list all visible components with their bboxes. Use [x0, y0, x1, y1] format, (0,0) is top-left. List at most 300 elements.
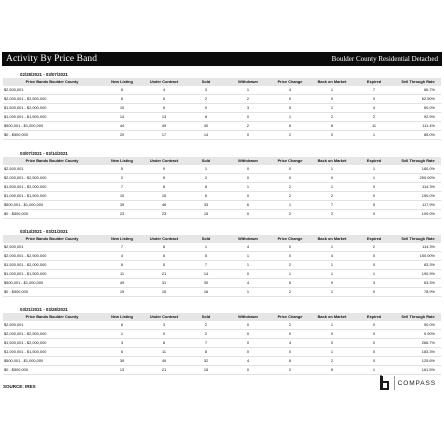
table-header-row: [3, 235, 441, 243]
price-band-cell: $1,500,001 - $2,000,000: [3, 261, 101, 270]
count-cell: 0: [353, 288, 395, 297]
sell-through-cell: 66.7%: [395, 86, 441, 95]
count-cell: 0: [227, 339, 269, 348]
count-cell: 7: [101, 183, 143, 192]
compass-logo: COMPASS: [397, 379, 436, 387]
count-cell: 6: [185, 192, 227, 201]
report-subtitle: Boulder County Residential Detached: [331, 55, 438, 63]
column-header: Back on Market: [317, 314, 347, 320]
count-cell: 2: [311, 113, 353, 122]
count-cell: 46: [143, 201, 185, 210]
table-header-row: [3, 78, 441, 86]
column-header: Sell Through Rate: [401, 236, 435, 242]
count-cell: 0: [353, 330, 395, 339]
count-cell: 9: [143, 165, 185, 174]
count-cell: 1: [311, 348, 353, 357]
count-cell: 19: [101, 288, 143, 297]
date-range-label: 02/28/2021 - 03/07/2021: [20, 72, 68, 77]
count-cell: 4: [227, 357, 269, 366]
table-header-row: [3, 313, 441, 321]
count-cell: 0: [185, 104, 227, 113]
count-cell: 8: [101, 95, 143, 104]
count-cell: 0: [311, 95, 353, 104]
count-cell: 1: [311, 86, 353, 95]
count-cell: 5: [101, 165, 143, 174]
count-cell: 1: [311, 165, 353, 174]
count-cell: 8: [143, 183, 185, 192]
count-cell: 5: [269, 122, 311, 131]
count-cell: 2: [353, 243, 395, 252]
count-cell: 0: [227, 113, 269, 122]
sell-through-cell: 114.3%: [395, 183, 441, 192]
price-band-cell: $2,500,001: [3, 243, 101, 252]
sell-through-cell: 183.3%: [395, 348, 441, 357]
count-cell: 11: [143, 348, 185, 357]
column-header: Under Contract: [149, 314, 179, 320]
table-row: [3, 348, 441, 357]
source-note: SOURCE: IRES: [3, 384, 36, 389]
price-band-cell: $1,500,001 - $2,000,000: [3, 339, 101, 348]
price-band-section: [3, 72, 441, 140]
table-row: [3, 339, 441, 348]
price-band-cell: $2,500,001: [3, 321, 101, 330]
count-cell: 4: [269, 86, 311, 95]
count-cell: 8: [143, 243, 185, 252]
column-header: New Listing: [111, 314, 133, 320]
table-row: [3, 104, 441, 113]
count-cell: 6: [143, 104, 185, 113]
report-banner: [2, 52, 442, 66]
count-cell: 1: [353, 270, 395, 279]
count-cell: 49: [101, 279, 143, 288]
column-header: Under Contract: [149, 79, 179, 85]
count-cell: 0: [311, 339, 353, 348]
price-band-table: [3, 157, 441, 219]
price-band-cell: $0 - $500,000: [3, 210, 101, 219]
count-cell: 0: [227, 192, 269, 201]
footer-logos: [379, 375, 436, 391]
count-cell: 17: [143, 131, 185, 140]
count-cell: 2: [311, 192, 353, 201]
count-cell: 7: [185, 339, 227, 348]
table-row: [3, 183, 441, 192]
table-row: [3, 357, 441, 366]
count-cell: 4: [353, 104, 395, 113]
table-row: [3, 165, 441, 174]
count-cell: 21: [143, 270, 185, 279]
count-cell: 1: [311, 104, 353, 113]
count-cell: 1: [311, 183, 353, 192]
column-header: Under Contract: [149, 158, 179, 164]
column-header: Withdrawn: [238, 79, 258, 85]
count-cell: 2: [269, 288, 311, 297]
column-header: Sell Through Rate: [401, 79, 435, 85]
price-band-section: [3, 151, 441, 219]
table-row: [3, 201, 441, 210]
count-cell: 3: [101, 339, 143, 348]
sell-through-cell: 85.0%: [395, 131, 441, 140]
count-cell: 1: [185, 243, 227, 252]
sell-through-cell: 78.9%: [395, 288, 441, 297]
count-cell: 1: [311, 288, 353, 297]
count-cell: 1: [185, 165, 227, 174]
column-header: Price Bands Boulder County: [25, 158, 79, 164]
count-cell: 1: [227, 86, 269, 95]
count-cell: 6: [311, 122, 353, 131]
sell-through-cell: 180.0%: [395, 165, 441, 174]
count-cell: 0: [227, 174, 269, 183]
table-row: [3, 261, 441, 270]
count-cell: 33: [185, 201, 227, 210]
count-cell: 1: [227, 252, 269, 261]
column-header: Expired: [366, 79, 382, 85]
price-band-cell: $500,001 - $1,000,000: [3, 122, 101, 131]
column-header: Under Contract: [149, 236, 179, 242]
column-header: Price Bands Boulder County: [25, 236, 79, 242]
column-header: Back on Market: [317, 79, 347, 85]
date-range-label: 03/21/2021 - 03/28/2021: [20, 307, 68, 312]
count-cell: 3: [353, 279, 395, 288]
count-cell: 2: [269, 366, 311, 375]
count-cell: 2: [353, 113, 395, 122]
price-band-cell: $0 - $500,000: [3, 131, 101, 140]
count-cell: 4: [101, 252, 143, 261]
count-cell: 2: [311, 357, 353, 366]
sell-through-cell: 117.9%: [395, 201, 441, 210]
count-cell: 1: [311, 270, 353, 279]
price-band-cell: $1,500,001 - $2,000,000: [3, 183, 101, 192]
count-cell: 0: [227, 330, 269, 339]
price-band-section: [3, 307, 441, 375]
column-header: New Listing: [111, 158, 133, 164]
count-cell: 0: [353, 210, 395, 219]
column-header: Sold: [201, 158, 211, 164]
count-cell: 1: [353, 366, 395, 375]
sell-through-cell: 114.3%: [395, 243, 441, 252]
count-cell: 1: [227, 183, 269, 192]
count-cell: 1: [227, 261, 269, 270]
price-band-cell: $2,000,001 - $2,500,000: [3, 174, 101, 183]
count-cell: 6: [269, 357, 311, 366]
count-cell: 39: [101, 357, 143, 366]
sell-through-cell: 83.3%: [395, 261, 441, 270]
price-band-table: [3, 313, 441, 375]
count-cell: 23: [101, 210, 143, 219]
count-cell: 0: [269, 174, 311, 183]
count-cell: 2: [101, 174, 143, 183]
count-cell: 5: [353, 201, 395, 210]
count-cell: 30: [185, 279, 227, 288]
count-cell: 31: [143, 279, 185, 288]
count-cell: 4: [227, 279, 269, 288]
count-cell: 6: [101, 321, 143, 330]
count-cell: 2: [269, 321, 311, 330]
count-cell: 6: [227, 201, 269, 210]
count-cell: 5: [311, 366, 353, 375]
column-header: Back on Market: [317, 236, 347, 242]
count-cell: 15: [143, 288, 185, 297]
price-band-cell: $1,500,001 - $2,000,000: [3, 104, 101, 113]
count-cell: 1: [353, 165, 395, 174]
count-cell: 44: [101, 122, 143, 131]
table-row: [3, 113, 441, 122]
count-cell: 13: [101, 366, 143, 375]
count-cell: 23: [143, 210, 185, 219]
count-cell: 0: [227, 165, 269, 174]
count-cell: 1: [353, 174, 395, 183]
count-cell: 0: [227, 321, 269, 330]
sell-through-cell: 63.3%: [395, 279, 441, 288]
count-cell: 0: [269, 330, 311, 339]
count-cell: 3: [227, 104, 269, 113]
column-header: New Listing: [111, 79, 133, 85]
column-header: Sold: [201, 236, 211, 242]
table-row: [3, 321, 441, 330]
column-header: Expired: [366, 158, 382, 164]
count-cell: 7: [353, 86, 395, 95]
count-cell: 14: [185, 270, 227, 279]
column-header: Sell Through Rate: [401, 158, 435, 164]
count-cell: 0: [227, 348, 269, 357]
count-cell: 5: [269, 104, 311, 113]
count-cell: 7: [101, 243, 143, 252]
count-cell: 16: [185, 288, 227, 297]
count-cell: 0: [311, 131, 353, 140]
table-row: [3, 243, 441, 252]
count-cell: 2: [227, 95, 269, 104]
count-cell: 0: [269, 243, 311, 252]
count-cell: 49: [143, 122, 185, 131]
count-cell: 3: [143, 321, 185, 330]
column-header: Price Change: [277, 236, 303, 242]
sell-through-cell: 111.4%: [395, 122, 441, 131]
price-band-cell: $2,000,001 - $2,500,000: [3, 330, 101, 339]
count-cell: 4: [143, 86, 185, 95]
count-cell: 4: [227, 243, 269, 252]
price-band-cell: $500,001 - $1,000,000: [3, 357, 101, 366]
count-cell: 0: [269, 252, 311, 261]
column-header: Sell Through Rate: [401, 314, 435, 320]
sell-through-cell: 150.00%: [395, 252, 441, 261]
count-cell: 0: [269, 95, 311, 104]
column-header: Withdrawn: [238, 236, 258, 242]
count-cell: 1: [311, 243, 353, 252]
count-cell: 0: [269, 348, 311, 357]
sell-through-cell: 50.0%: [395, 321, 441, 330]
price-band-cell: $1,000,001 - $1,500,000: [3, 348, 101, 357]
count-cell: 30: [185, 122, 227, 131]
table-row: [3, 252, 441, 261]
table-row: [3, 95, 441, 104]
count-cell: 1: [269, 270, 311, 279]
table-row: [3, 131, 441, 140]
table-row: [3, 174, 441, 183]
count-cell: 5: [143, 261, 185, 270]
count-cell: 1: [269, 201, 311, 210]
table-row: [3, 270, 441, 279]
count-cell: 0: [353, 261, 395, 270]
column-header: Expired: [366, 314, 382, 320]
count-cell: 1: [311, 321, 353, 330]
count-cell: 2: [185, 174, 227, 183]
count-cell: 6: [143, 252, 185, 261]
count-cell: 15: [185, 366, 227, 375]
column-header: Expired: [366, 236, 382, 242]
count-cell: 4: [269, 339, 311, 348]
count-cell: 1: [353, 131, 395, 140]
price-band-cell: $500,001 - $1,000,000: [3, 279, 101, 288]
count-cell: 2: [269, 183, 311, 192]
count-cell: 0: [353, 183, 395, 192]
count-cell: 2: [311, 210, 353, 219]
count-cell: 2: [269, 210, 311, 219]
count-cell: 21: [143, 366, 185, 375]
column-header: Price Change: [277, 158, 303, 164]
column-header: Sold: [201, 79, 211, 85]
count-cell: 20: [101, 131, 143, 140]
count-cell: 0: [227, 366, 269, 375]
count-cell: 15: [185, 210, 227, 219]
count-cell: 10: [101, 192, 143, 201]
count-cell: 6: [101, 86, 143, 95]
count-cell: 0: [353, 192, 395, 201]
sell-through-cell: 150.0%: [395, 192, 441, 201]
logo-divider: [394, 376, 395, 390]
table-row: [3, 210, 441, 219]
count-cell: 39: [101, 201, 143, 210]
count-cell: 32: [185, 357, 227, 366]
count-cell: 0: [227, 210, 269, 219]
count-cell: 49: [143, 357, 185, 366]
column-header: Price Change: [277, 314, 303, 320]
count-cell: 11: [353, 122, 395, 131]
count-cell: 2: [185, 330, 227, 339]
table-row: [3, 86, 441, 95]
count-cell: 7: [185, 261, 227, 270]
count-cell: 2: [269, 131, 311, 140]
count-cell: 0: [353, 357, 395, 366]
column-header: New Listing: [111, 236, 133, 242]
count-cell: 0: [269, 165, 311, 174]
agent-monogram-icon: [379, 375, 391, 391]
price-band-cell: $2,000,001 - $2,500,000: [3, 252, 101, 261]
column-header: Price Bands Boulder County: [25, 79, 79, 85]
table-row: [3, 330, 441, 339]
price-band-section: [3, 229, 441, 297]
report-title: Activity By Price Band: [6, 54, 98, 64]
count-cell: 7: [311, 201, 353, 210]
column-header: Back on Market: [317, 158, 347, 164]
count-cell: 2: [185, 321, 227, 330]
price-band-cell: $2,500,001: [3, 86, 101, 95]
column-header: Price Bands Boulder County: [25, 314, 79, 320]
price-band-cell: $1,000,001 - $1,500,000: [3, 113, 101, 122]
count-cell: 5: [185, 252, 227, 261]
column-header: Sold: [201, 314, 211, 320]
price-band-cell: $2,500,001: [3, 165, 101, 174]
count-cell: 9: [311, 279, 353, 288]
table-row: [3, 192, 441, 201]
price-band-cell: $1,000,001 - $1,500,000: [3, 270, 101, 279]
count-cell: 14: [185, 131, 227, 140]
table-row: [3, 122, 441, 131]
count-cell: 0: [311, 330, 353, 339]
price-band-cell: $500,001 - $1,000,000: [3, 201, 101, 210]
count-cell: 6: [101, 348, 143, 357]
column-header: Withdrawn: [238, 158, 258, 164]
count-cell: 1: [311, 261, 353, 270]
count-cell: 2: [269, 261, 311, 270]
count-cell: 0: [353, 348, 395, 357]
count-cell: 6: [101, 261, 143, 270]
count-cell: 5: [143, 174, 185, 183]
count-cell: 5: [143, 95, 185, 104]
count-cell: 0: [311, 174, 353, 183]
count-cell: 8: [143, 339, 185, 348]
price-band-cell: $0 - $500,000: [3, 366, 101, 375]
sell-through-cell: 250.00%: [395, 174, 441, 183]
count-cell: 1: [227, 288, 269, 297]
count-cell: 10: [101, 104, 143, 113]
price-band-cell: $2,000,001 - $2,500,000: [3, 95, 101, 104]
count-cell: 11: [101, 270, 143, 279]
count-cell: 0: [227, 131, 269, 140]
table-row: [3, 288, 441, 297]
sell-through-cell: 0.00%: [395, 330, 441, 339]
price-band-table: [3, 235, 441, 297]
date-range-label: 03/14/2021 - 03/21/2021: [20, 229, 68, 234]
sell-through-cell: 190.9%: [395, 270, 441, 279]
column-header: Price Change: [277, 79, 303, 85]
count-cell: 0: [227, 270, 269, 279]
count-cell: 2: [269, 192, 311, 201]
sell-through-cell: 125.6%: [395, 357, 441, 366]
count-cell: 8: [185, 113, 227, 122]
sell-through-cell: 60.0%: [395, 104, 441, 113]
count-cell: 8: [185, 183, 227, 192]
price-band-cell: $1,000,001 - $1,500,000: [3, 192, 101, 201]
date-range-label: 03/07/2021 - 03/14/2021: [20, 151, 68, 156]
count-cell: 0: [353, 321, 395, 330]
count-cell: 13: [143, 113, 185, 122]
sell-through-cell: 266.7%: [395, 339, 441, 348]
count-cell: 5: [269, 279, 311, 288]
count-cell: 2: [227, 122, 269, 131]
sell-through-cell: 92.9%: [395, 113, 441, 122]
count-cell: 15: [143, 192, 185, 201]
count-cell: 3: [185, 86, 227, 95]
count-cell: 0: [143, 330, 185, 339]
table-row: [3, 366, 441, 375]
price-band-cell: $0 - $500,000: [3, 288, 101, 297]
column-header: Withdrawn: [238, 314, 258, 320]
count-cell: 4: [311, 252, 353, 261]
count-cell: 1: [101, 330, 143, 339]
count-cell: 2: [185, 95, 227, 104]
count-cell: 0: [353, 339, 395, 348]
table-header-row: [3, 157, 441, 165]
sell-through-cell: 62.50%: [395, 95, 441, 104]
sell-through-cell: 100.0%: [395, 210, 441, 219]
sell-through-cell: 161.5%: [395, 366, 441, 375]
table-row: [3, 279, 441, 288]
count-cell: 0: [353, 252, 395, 261]
count-cell: 14: [101, 113, 143, 122]
count-cell: 8: [185, 348, 227, 357]
count-cell: 0: [353, 95, 395, 104]
price-band-table: [3, 78, 441, 140]
count-cell: 1: [269, 113, 311, 122]
